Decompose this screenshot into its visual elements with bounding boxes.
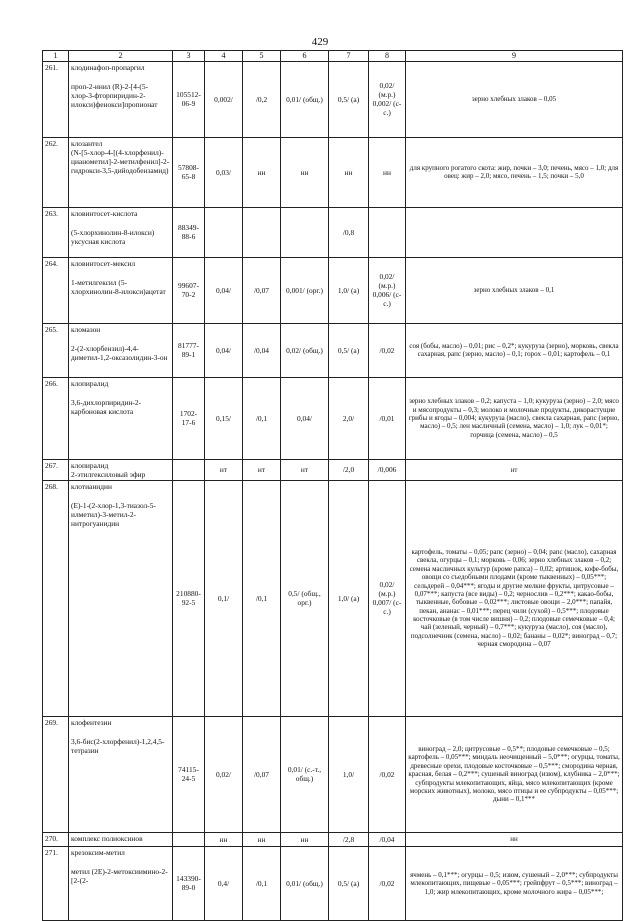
value-col-7: /0,8 xyxy=(329,207,369,257)
row-number: 263. xyxy=(43,207,69,257)
row-number: 267. xyxy=(43,459,69,480)
food-residue-limits xyxy=(406,207,623,257)
food-residue-limits: для крупного рогатого скота: жир, почки – 3,0; печень, мясо – 1,0; для овец: жир – 2,0; мясо, печень – 1,5; почки – 5,0 xyxy=(406,137,623,207)
row-number: 271. xyxy=(43,846,69,920)
substance-name-cell xyxy=(69,61,173,137)
row-number: 266. xyxy=(43,377,69,459)
food-residue-limits: ячмень – 0,1***; огурцы – 0,5; изюм, сушеный – 2,0***; субпродукты млекопитающих, пищевые – 0,05***; грейпфрут – 0,5***; виноград – 1,0; жир млекопитающих, кроме молочного жира – 0,05***; xyxy=(406,846,623,920)
substance-name: кловинтосет-мексил xyxy=(71,258,136,268)
chemical-name: (E)-1-(2-хлор-1,3-тиазол-5-илметил)-3-метил-2-нитрогуанидин xyxy=(71,500,156,528)
chemical-name: 3,6-дихлорпиридин-2-карбоновая кислота xyxy=(71,397,142,416)
value-col-4: 0,02/ xyxy=(205,716,243,832)
value-col-8 xyxy=(369,207,406,257)
column-header: 3 xyxy=(173,51,205,62)
cas-number: 143390-89-0 xyxy=(173,846,205,920)
substance-name-cell xyxy=(69,716,173,832)
value-col-5: /0,04 xyxy=(243,323,281,377)
cas-number xyxy=(173,459,205,480)
substance-name: клотианидин xyxy=(71,481,112,491)
value-col-6: 0,02/ (общ.) xyxy=(281,323,329,377)
value-col-4: 0,4/ xyxy=(205,846,243,920)
column-header: 5 xyxy=(243,51,281,62)
column-header: 7 xyxy=(329,51,369,62)
substance-name: клозантел xyxy=(71,138,103,148)
value-col-7: нн xyxy=(329,137,369,207)
value-col-7: 1,0/ (a) xyxy=(329,480,369,716)
food-residue-limits: зерно хлебных злаков – 0,1 xyxy=(406,257,623,323)
cas-number: 88349-88-6 xyxy=(173,207,205,257)
value-col-6: 0,5/ (общ., орг.) xyxy=(281,480,329,716)
table-row xyxy=(43,716,623,832)
column-header: 8 xyxy=(369,51,406,62)
value-col-8: 0,02/ (м.р.) 0,006/ (с-с.) xyxy=(369,257,406,323)
substance-name: кловинтосет-кислота xyxy=(71,208,138,218)
column-header: 2 xyxy=(69,51,173,62)
row-number: 268. xyxy=(43,480,69,716)
food-residue-limits: зерно хлебных злаков – 0,05 xyxy=(406,61,623,137)
substance-name: кломазон xyxy=(71,324,101,334)
value-col-6 xyxy=(281,207,329,257)
food-residue-limits: зерно хлебных злаков – 0,2; капуста – 1,0; кукуруза (зерно) – 2,0; мясо и мясопродукты – 0,3; молоко и молочные продукты, дикорастущие грибы и ягоды – 0,004; кукуруза (масло), свекла сахарная, рапс (зерно, масло) – 0,5; лен масличный (семена, масло) – 1,0; лук – 0,01*; горчица (семена, масло) – 0,5 xyxy=(406,377,623,459)
substance-name-cell xyxy=(69,137,173,207)
substance-name: клодинафоп-пропаргил xyxy=(71,62,145,72)
chemical-name: 3,6-бис(2-хлорфенил)-1,2,4,5-тетразин xyxy=(71,736,165,755)
chemical-name: 2-этилгексиловый эфир xyxy=(71,469,146,479)
row-number: 269. xyxy=(43,716,69,832)
cas-number: 57808-65-8 xyxy=(173,137,205,207)
value-col-6: 0,001/ (орг.) xyxy=(281,257,329,323)
table-row xyxy=(43,137,623,207)
cas-number: 81777-89-1 xyxy=(173,323,205,377)
substance-name: клопиралид xyxy=(71,460,109,470)
table-row xyxy=(43,257,623,323)
value-col-8: /0,02 xyxy=(369,323,406,377)
value-col-8: /0,02 xyxy=(369,846,406,920)
column-header: 4 xyxy=(205,51,243,62)
value-col-4: 0,04/ xyxy=(205,323,243,377)
cas-number: 74115-24-5 xyxy=(173,716,205,832)
table-row xyxy=(43,377,623,459)
value-col-5: /0,2 xyxy=(243,61,281,137)
substance-name: крезоксим-метил xyxy=(71,847,125,857)
value-col-6: нн xyxy=(281,137,329,207)
chemical-name: (N-[5-хлор-4-[(4-хлорфенил)-цианометил]-2-метилфенил]-2-гидрокси-3,5-дийодобензамид) xyxy=(71,147,170,175)
hygiene-standards-table xyxy=(42,50,623,921)
value-col-5: /0,1 xyxy=(243,480,281,716)
value-col-6: 0,01/ (с.-т., общ.) xyxy=(281,716,329,832)
food-residue-limits: нт xyxy=(406,459,623,480)
substance-name-cell xyxy=(69,480,173,716)
chemical-name: проп-2-инил (R)-2-[4-(5-хлор-3-фторпиридин-2-илокси)фенокси]пропионат xyxy=(71,81,158,109)
value-col-4: 0,1/ xyxy=(205,480,243,716)
row-number: 262. xyxy=(43,137,69,207)
substance-name: клофентезин xyxy=(71,717,112,727)
value-col-7: /2,8 xyxy=(329,832,369,846)
value-col-6: 0,04/ xyxy=(281,377,329,459)
row-number: 270. xyxy=(43,832,69,846)
chemical-name: метил (2E)-2-метоксиимино-2-[2-(2- xyxy=(71,866,168,885)
table-row xyxy=(43,832,623,846)
cas-number xyxy=(173,832,205,846)
row-number: 261. xyxy=(43,61,69,137)
value-col-6: 0,01/ (общ.) xyxy=(281,61,329,137)
value-col-7: 2,0/ xyxy=(329,377,369,459)
cas-number: 99607-70-2 xyxy=(173,257,205,323)
value-col-6: нн xyxy=(281,832,329,846)
table-row xyxy=(43,207,623,257)
value-col-8: /0,04 xyxy=(369,832,406,846)
substance-name: клопиралид xyxy=(71,378,109,388)
page-number: 429 xyxy=(311,36,329,48)
table-row xyxy=(43,323,623,377)
value-col-4: 0,03/ xyxy=(205,137,243,207)
substance-name-cell xyxy=(69,832,173,846)
value-col-8: /0,02 xyxy=(369,716,406,832)
value-col-4: 0,15/ xyxy=(205,377,243,459)
substance-name-cell xyxy=(69,257,173,323)
value-col-7: 0,5/ (a) xyxy=(329,846,369,920)
table-row xyxy=(43,846,623,920)
column-header: 6 xyxy=(281,51,329,62)
value-col-7: 1,0/ (a) xyxy=(329,257,369,323)
value-col-8: /0,006 xyxy=(369,459,406,480)
food-residue-limits: картофель, томаты – 0,05; рапс (зерно) – 0,04; рапс (масло), сахарная свекла, огурцы – 0,1; морковь – 0,06; зерно хлебных злаков – 0,2; семена масличных культур (кроме рапса) – 0,02; артишок, кофе-бобы, овощи со съедобными плодами (кроме тыквенных) – 0,05***; сельдерей – 0,04***; ягоды и другие мелкие фрукты, цитрусовые – 0,07***; капуста (все виды) – 0,2; чернослив – 0,2***; какао-бобы, тыквенные, бобовые – 0,02***; листовые овощи – 2,0***; папайя, пекан, ананас – 0,01***; перец чили (сухой) – 0,5***; плодовые косточковые (в том числе вишня) – 0,2; плодовые семечковые – 0,4; чай (зеленый, черный) – 0,7***; кукуруза (масло), соя (масло), подсолнечник (семена, масло) – 0,02; бананы – 0,02*; виноград – 0,7; черная смородина – 0,07 xyxy=(406,480,623,716)
cas-number: 105512-06-9 xyxy=(173,61,205,137)
table-row xyxy=(43,61,623,137)
value-col-8: 0,02/ (м.р.) 0,007/ (с-с.) xyxy=(369,480,406,716)
row-number: 264. xyxy=(43,257,69,323)
chemical-name: (5-хлорхинолин-8-илокси) уксусная кислота xyxy=(71,227,155,246)
value-col-7: 1,0/ xyxy=(329,716,369,832)
value-col-8: 0,02/ (м.р.) 0,002/ (с-с.) xyxy=(369,61,406,137)
substance-name-cell xyxy=(69,207,173,257)
substance-name-cell xyxy=(69,846,173,920)
table-row xyxy=(43,459,623,480)
value-col-8: нн xyxy=(369,137,406,207)
column-header: 1 xyxy=(43,51,69,62)
value-col-8: /0,01 xyxy=(369,377,406,459)
value-col-5: /0,07 xyxy=(243,257,281,323)
food-residue-limits: виноград – 2,0; цитрусовые – 0,5**; плодовые семечковые – 0,5; картофель – 0,05***; миндаль неочищенный – 5,0***; огурцы, томаты, древесные орехи, плодовые косточковые – 0,5***; смородина черная, красная, белая – 0,2***; сушеный виноград (изюм), клубника – 2,0***; субпродукты млекопитающих, яйца, мясо млекопитающих (кроме морских животных), молоко, мясо птицы и ее субпродукты – 0,05***; дыни – 0,1*** xyxy=(406,716,623,832)
column-header: 9 xyxy=(406,51,623,62)
value-col-5: нт xyxy=(243,459,281,480)
food-residue-limits: нн xyxy=(406,832,623,846)
value-col-4: нн xyxy=(205,832,243,846)
value-col-4: 0,002/ xyxy=(205,61,243,137)
value-col-4: нт xyxy=(205,459,243,480)
substance-name-cell xyxy=(69,377,173,459)
value-col-5: /0,1 xyxy=(243,846,281,920)
chemical-name: 2-(2-хлорбензил)-4,4-диметил-1,2-оксазолидин-3-он xyxy=(71,343,168,362)
cas-number: 210880-92-5 xyxy=(173,480,205,716)
value-col-7: /2,0 xyxy=(329,459,369,480)
substance-name-cell xyxy=(69,323,173,377)
value-col-5: нн xyxy=(243,137,281,207)
substance-name-cell xyxy=(69,459,173,480)
chemical-name: 1-метилгексил (5-хлорхинолин-8-илокси)ацетат xyxy=(71,277,166,296)
value-col-4: 0,04/ xyxy=(205,257,243,323)
table-row xyxy=(43,480,623,716)
substance-name: комплекс полиоксинов xyxy=(71,833,143,843)
value-col-5: /0,1 xyxy=(243,377,281,459)
value-col-5: /0,07 xyxy=(243,716,281,832)
value-col-7: 0,5/ (a) xyxy=(329,323,369,377)
value-col-6: 0,01/ (общ.) xyxy=(281,846,329,920)
value-col-7: 0,5/ (a) xyxy=(329,61,369,137)
value-col-4 xyxy=(205,207,243,257)
row-number: 265. xyxy=(43,323,69,377)
column-number-row xyxy=(43,51,623,62)
cas-number: 1702-17-6 xyxy=(173,377,205,459)
food-residue-limits: соя (бобы, масло) – 0,01; рис – 0,2*; кукуруза (зерно), морковь, свекла сахарная, рапс (зерно, масло) – 0,1; горох – 0,01; картофель – 0,1 xyxy=(406,323,623,377)
value-col-5: нн xyxy=(243,832,281,846)
value-col-5 xyxy=(243,207,281,257)
value-col-6: нт xyxy=(281,459,329,480)
